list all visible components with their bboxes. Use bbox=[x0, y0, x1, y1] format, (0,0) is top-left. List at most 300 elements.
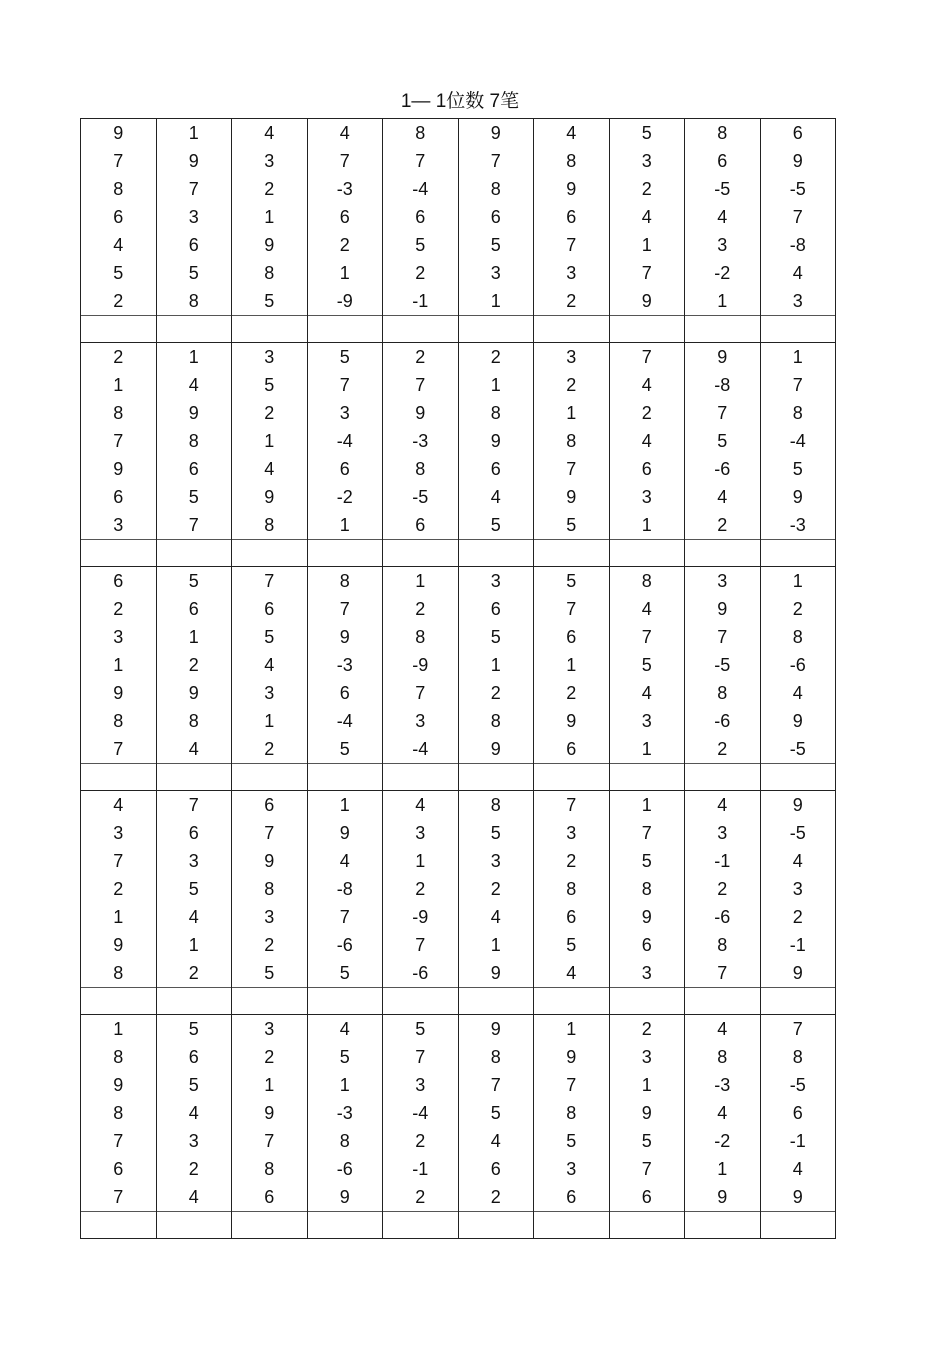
addend-number: 5 bbox=[566, 515, 577, 535]
addend-number: 1 bbox=[188, 123, 199, 143]
addend-number: 4 bbox=[566, 123, 577, 143]
addend-number: 8 bbox=[717, 1047, 728, 1067]
addend-number: 6 bbox=[490, 599, 501, 619]
problem-cell bbox=[534, 1015, 610, 1212]
addend-number: 6 bbox=[339, 459, 350, 479]
addend-number: 6 bbox=[792, 1103, 803, 1123]
addend-number: 7 bbox=[264, 1131, 275, 1151]
addend-number: 8 bbox=[641, 879, 652, 899]
addend-number: 8 bbox=[490, 179, 501, 199]
addend-number: 1 bbox=[566, 1019, 577, 1039]
problem-cell bbox=[383, 567, 459, 764]
addend-number: 8 bbox=[490, 795, 501, 815]
addend-number: -1 bbox=[789, 935, 806, 955]
addend-number: 7 bbox=[641, 263, 652, 283]
addend-number: 2 bbox=[566, 375, 577, 395]
problem-cell bbox=[156, 343, 232, 540]
addend-number: 7 bbox=[792, 375, 803, 395]
answer-box[interactable] bbox=[534, 316, 610, 343]
addend-number: 9 bbox=[188, 151, 199, 171]
addend-number: 6 bbox=[490, 1159, 501, 1179]
addend-number: 8 bbox=[113, 1103, 124, 1123]
answer-row bbox=[81, 540, 836, 567]
addend-number: 2 bbox=[264, 403, 275, 423]
addend-number: 1 bbox=[641, 739, 652, 759]
addend-number: 8 bbox=[490, 711, 501, 731]
addend-number: 2 bbox=[188, 655, 199, 675]
addend-number: 6 bbox=[641, 1187, 652, 1207]
problem-row bbox=[81, 1015, 836, 1212]
addend-number: 3 bbox=[415, 1075, 426, 1095]
addend-number: 9 bbox=[113, 935, 124, 955]
addend-number: -5 bbox=[714, 179, 731, 199]
addend-number: 1 bbox=[113, 375, 124, 395]
addend-number: 6 bbox=[113, 207, 124, 227]
addend-number: 5 bbox=[188, 879, 199, 899]
addend-number: -2 bbox=[714, 1131, 731, 1151]
answer-box[interactable] bbox=[609, 540, 685, 567]
answer-box[interactable] bbox=[458, 1212, 534, 1239]
addend-number: 5 bbox=[339, 963, 350, 983]
addend-number: 8 bbox=[415, 627, 426, 647]
addend-number: 1 bbox=[339, 1075, 350, 1095]
addend-number: 2 bbox=[641, 179, 652, 199]
answer-box[interactable] bbox=[458, 540, 534, 567]
addend-number: 3 bbox=[113, 823, 124, 843]
addend-number: -1 bbox=[412, 291, 429, 311]
addend-number: 5 bbox=[490, 1103, 501, 1123]
addend-number: 3 bbox=[188, 851, 199, 871]
addend-number: 5 bbox=[415, 1019, 426, 1039]
addend-number: 8 bbox=[264, 1159, 275, 1179]
answer-box[interactable] bbox=[760, 540, 836, 567]
addend-number: 7 bbox=[717, 403, 728, 423]
problem-cell bbox=[383, 119, 459, 316]
addend-number: 3 bbox=[566, 1159, 577, 1179]
problem-cell bbox=[534, 343, 610, 540]
problem-cell bbox=[458, 791, 534, 988]
addend-number: 5 bbox=[641, 1131, 652, 1151]
answer-box[interactable] bbox=[760, 1212, 836, 1239]
addend-number: 6 bbox=[264, 795, 275, 815]
addend-number: 1 bbox=[264, 711, 275, 731]
answer-box[interactable] bbox=[685, 1212, 761, 1239]
addend-number: 3 bbox=[566, 263, 577, 283]
addend-number: 2 bbox=[113, 599, 124, 619]
addend-number: 4 bbox=[264, 459, 275, 479]
addend-number: 6 bbox=[188, 599, 199, 619]
problem-cell bbox=[383, 1015, 459, 1212]
addend-number: 3 bbox=[264, 907, 275, 927]
addend-number: 5 bbox=[717, 431, 728, 451]
addend-number: -6 bbox=[336, 1159, 353, 1179]
addend-number: 1 bbox=[339, 515, 350, 535]
problem-cell bbox=[383, 343, 459, 540]
addend-number: 5 bbox=[490, 823, 501, 843]
answer-box[interactable] bbox=[383, 988, 459, 1015]
addend-number: 4 bbox=[415, 795, 426, 815]
addend-number: 3 bbox=[566, 347, 577, 367]
addend-number: 1 bbox=[339, 795, 350, 815]
problem-cell bbox=[307, 567, 383, 764]
addend-number: -3 bbox=[336, 655, 353, 675]
addend-number: 1 bbox=[490, 375, 501, 395]
problem-cell bbox=[760, 567, 836, 764]
addend-number: 8 bbox=[113, 403, 124, 423]
addend-number: 8 bbox=[339, 1131, 350, 1151]
addend-number: 2 bbox=[415, 599, 426, 619]
addend-number: 9 bbox=[113, 1075, 124, 1095]
answer-box[interactable] bbox=[232, 540, 308, 567]
answer-box[interactable] bbox=[458, 316, 534, 343]
answer-box[interactable] bbox=[232, 316, 308, 343]
answer-box[interactable] bbox=[81, 764, 157, 791]
addend-number: 1 bbox=[792, 571, 803, 591]
problem-cell bbox=[458, 119, 534, 316]
addend-number: -4 bbox=[412, 739, 429, 759]
addend-number: 3 bbox=[264, 347, 275, 367]
addend-number: 4 bbox=[792, 851, 803, 871]
addend-number: 8 bbox=[264, 879, 275, 899]
addend-number: 8 bbox=[415, 123, 426, 143]
addend-number: 3 bbox=[113, 515, 124, 535]
problem-row bbox=[81, 567, 836, 764]
addend-number: 4 bbox=[188, 907, 199, 927]
addend-number: 7 bbox=[717, 627, 728, 647]
answer-box[interactable] bbox=[760, 988, 836, 1015]
addend-number: 6 bbox=[339, 683, 350, 703]
answer-box[interactable] bbox=[609, 1212, 685, 1239]
answer-box[interactable] bbox=[383, 1212, 459, 1239]
addend-number: 6 bbox=[188, 1047, 199, 1067]
addend-number: 4 bbox=[717, 1019, 728, 1039]
problem-cell bbox=[534, 119, 610, 316]
addend-number: 1 bbox=[415, 571, 426, 591]
page-title: 1— 1位数 7笔 bbox=[400, 91, 520, 112]
addend-number: 2 bbox=[792, 599, 803, 619]
problem-cell bbox=[609, 567, 685, 764]
addend-number: 3 bbox=[188, 1131, 199, 1151]
addend-number: 3 bbox=[490, 263, 501, 283]
problem-cell bbox=[685, 343, 761, 540]
problem-cell bbox=[760, 1015, 836, 1212]
addend-number: 4 bbox=[113, 795, 124, 815]
addend-number: 3 bbox=[264, 683, 275, 703]
addend-number: 8 bbox=[566, 431, 577, 451]
addend-number: 2 bbox=[415, 347, 426, 367]
addend-number: 5 bbox=[188, 487, 199, 507]
addend-number: 1 bbox=[792, 347, 803, 367]
addend-number: 8 bbox=[264, 515, 275, 535]
addend-number: 5 bbox=[188, 1019, 199, 1039]
answer-box[interactable] bbox=[534, 540, 610, 567]
addend-number: 3 bbox=[415, 711, 426, 731]
addend-number: 6 bbox=[339, 207, 350, 227]
addend-number: 7 bbox=[264, 823, 275, 843]
addend-number: 3 bbox=[264, 1019, 275, 1039]
addend-number: 2 bbox=[188, 1159, 199, 1179]
addend-number: -5 bbox=[714, 655, 731, 675]
addend-number: 6 bbox=[188, 235, 199, 255]
addend-number: 5 bbox=[188, 571, 199, 591]
addend-number: 2 bbox=[792, 907, 803, 927]
answer-box[interactable] bbox=[81, 988, 157, 1015]
addend-number: 6 bbox=[113, 571, 124, 591]
addend-number: -5 bbox=[789, 739, 806, 759]
addend-number: 7 bbox=[792, 207, 803, 227]
addend-number: 8 bbox=[792, 1047, 803, 1067]
problem-cell bbox=[232, 343, 308, 540]
addend-number: 5 bbox=[264, 375, 275, 395]
addend-number: 2 bbox=[490, 879, 501, 899]
answer-box[interactable] bbox=[534, 988, 610, 1015]
addend-number: 1 bbox=[113, 907, 124, 927]
addend-number: 3 bbox=[490, 571, 501, 591]
answer-box[interactable] bbox=[383, 764, 459, 791]
problem-cell bbox=[760, 343, 836, 540]
addend-number: 3 bbox=[641, 1047, 652, 1067]
addend-number: 8 bbox=[264, 263, 275, 283]
problem-cell bbox=[156, 119, 232, 316]
addend-number: 8 bbox=[188, 291, 199, 311]
addend-number: 2 bbox=[415, 1187, 426, 1207]
addend-number: 9 bbox=[490, 1019, 501, 1039]
answer-box[interactable] bbox=[307, 764, 383, 791]
addend-number: 9 bbox=[188, 403, 199, 423]
answer-box[interactable] bbox=[156, 316, 232, 343]
addend-number: 8 bbox=[113, 963, 124, 983]
addend-number: -1 bbox=[412, 1159, 429, 1179]
addend-number: 5 bbox=[113, 263, 124, 283]
answer-box[interactable] bbox=[232, 988, 308, 1015]
addend-number: 5 bbox=[490, 627, 501, 647]
addend-number: 6 bbox=[641, 459, 652, 479]
answer-box[interactable] bbox=[685, 316, 761, 343]
problem-cell bbox=[307, 119, 383, 316]
answer-box[interactable] bbox=[609, 988, 685, 1015]
answer-box[interactable] bbox=[307, 540, 383, 567]
addend-number: 7 bbox=[717, 963, 728, 983]
answer-box[interactable] bbox=[609, 764, 685, 791]
addend-number: 3 bbox=[717, 823, 728, 843]
addend-number: 7 bbox=[415, 151, 426, 171]
addend-number: 7 bbox=[566, 235, 577, 255]
addend-number: 1 bbox=[566, 403, 577, 423]
addend-number: 9 bbox=[188, 683, 199, 703]
answer-box[interactable] bbox=[458, 764, 534, 791]
answer-box[interactable] bbox=[232, 764, 308, 791]
addend-number: -6 bbox=[714, 711, 731, 731]
addend-number: 7 bbox=[339, 375, 350, 395]
problem-cell bbox=[609, 343, 685, 540]
addend-number: 9 bbox=[490, 739, 501, 759]
addend-number: 9 bbox=[264, 487, 275, 507]
addend-number: 7 bbox=[113, 431, 124, 451]
problem-cell bbox=[81, 791, 157, 988]
addend-number: 7 bbox=[188, 179, 199, 199]
addend-number: 1 bbox=[717, 291, 728, 311]
addend-number: 1 bbox=[490, 291, 501, 311]
addend-number: 3 bbox=[339, 403, 350, 423]
addend-number: 8 bbox=[113, 179, 124, 199]
addend-number: -5 bbox=[789, 823, 806, 843]
answer-box[interactable] bbox=[307, 988, 383, 1015]
answer-box[interactable] bbox=[534, 764, 610, 791]
answer-box[interactable] bbox=[760, 316, 836, 343]
addend-number: 8 bbox=[415, 459, 426, 479]
addend-number: 2 bbox=[717, 515, 728, 535]
problem-cell bbox=[156, 791, 232, 988]
answer-box[interactable] bbox=[232, 1212, 308, 1239]
addend-number: -4 bbox=[789, 431, 806, 451]
addend-number: 4 bbox=[717, 1103, 728, 1123]
problem-cell bbox=[307, 343, 383, 540]
addend-number: 2 bbox=[717, 879, 728, 899]
answer-box[interactable] bbox=[685, 764, 761, 791]
addend-number: 1 bbox=[641, 795, 652, 815]
addend-number: 2 bbox=[717, 739, 728, 759]
addend-number: 7 bbox=[490, 1075, 501, 1095]
addend-number: 8 bbox=[188, 711, 199, 731]
addend-number: 6 bbox=[566, 207, 577, 227]
problem-cell bbox=[307, 791, 383, 988]
problem-cell bbox=[458, 567, 534, 764]
addend-number: 6 bbox=[490, 459, 501, 479]
addend-number: 1 bbox=[641, 515, 652, 535]
addend-number: 1 bbox=[113, 655, 124, 675]
addend-number: 9 bbox=[641, 1103, 652, 1123]
addend-number: 7 bbox=[188, 515, 199, 535]
addend-number: 4 bbox=[792, 263, 803, 283]
addend-number: 7 bbox=[566, 795, 577, 815]
answer-box[interactable] bbox=[458, 988, 534, 1015]
addend-number: 1 bbox=[113, 1019, 124, 1039]
addend-number: 7 bbox=[415, 1047, 426, 1067]
addend-number: 1 bbox=[641, 1075, 652, 1095]
addend-number: 1 bbox=[339, 263, 350, 283]
problem-cell bbox=[232, 119, 308, 316]
answer-box[interactable] bbox=[685, 988, 761, 1015]
addend-number: -6 bbox=[714, 459, 731, 479]
addend-number: 5 bbox=[188, 263, 199, 283]
addend-number: 2 bbox=[415, 263, 426, 283]
addend-number: 4 bbox=[717, 795, 728, 815]
addend-number: 4 bbox=[188, 1103, 199, 1123]
addend-number: 6 bbox=[641, 935, 652, 955]
addend-number: 3 bbox=[113, 627, 124, 647]
addend-number: 6 bbox=[188, 459, 199, 479]
addend-number: 5 bbox=[339, 739, 350, 759]
addend-number: 6 bbox=[113, 1159, 124, 1179]
addend-number: 7 bbox=[415, 935, 426, 955]
addend-number: 7 bbox=[113, 151, 124, 171]
answer-box[interactable] bbox=[685, 540, 761, 567]
answer-box[interactable] bbox=[307, 1212, 383, 1239]
answer-box[interactable] bbox=[81, 1212, 157, 1239]
addend-number: 5 bbox=[188, 1075, 199, 1095]
addend-number: 9 bbox=[339, 1187, 350, 1207]
answer-box[interactable] bbox=[383, 316, 459, 343]
addend-number: 2 bbox=[490, 347, 501, 367]
answer-box[interactable] bbox=[156, 988, 232, 1015]
addend-number: 9 bbox=[113, 123, 124, 143]
addend-number: -9 bbox=[412, 907, 429, 927]
addend-number: 4 bbox=[641, 683, 652, 703]
problem-cell bbox=[609, 1015, 685, 1212]
addend-number: 1 bbox=[264, 207, 275, 227]
answer-box[interactable] bbox=[760, 764, 836, 791]
addend-number: 7 bbox=[641, 1159, 652, 1179]
addend-number: 9 bbox=[490, 123, 501, 143]
addend-number: 9 bbox=[113, 459, 124, 479]
addend-number: 8 bbox=[566, 879, 577, 899]
addend-number: -3 bbox=[412, 431, 429, 451]
addend-number: 7 bbox=[566, 1075, 577, 1095]
addend-number: 4 bbox=[490, 907, 501, 927]
addend-number: 9 bbox=[792, 1187, 803, 1207]
answer-box[interactable] bbox=[81, 540, 157, 567]
addend-number: 8 bbox=[113, 711, 124, 731]
addend-number: 4 bbox=[188, 739, 199, 759]
addend-number: 9 bbox=[113, 683, 124, 703]
addend-number: 9 bbox=[792, 711, 803, 731]
addend-number: 5 bbox=[264, 963, 275, 983]
addend-number: 6 bbox=[566, 907, 577, 927]
addend-number: -3 bbox=[714, 1075, 731, 1095]
addend-number: -3 bbox=[336, 179, 353, 199]
answer-box[interactable] bbox=[383, 540, 459, 567]
answer-box[interactable] bbox=[156, 1212, 232, 1239]
addend-number: 4 bbox=[188, 1187, 199, 1207]
addend-number: 9 bbox=[566, 179, 577, 199]
addend-number: -8 bbox=[789, 235, 806, 255]
addend-number: 8 bbox=[792, 403, 803, 423]
addend-number: 5 bbox=[641, 123, 652, 143]
answer-box[interactable] bbox=[307, 316, 383, 343]
addend-number: 1 bbox=[188, 935, 199, 955]
problem-cell bbox=[383, 791, 459, 988]
answer-box[interactable] bbox=[81, 316, 157, 343]
answer-box[interactable] bbox=[156, 540, 232, 567]
addend-number: 2 bbox=[415, 1131, 426, 1151]
addend-number: 9 bbox=[566, 487, 577, 507]
answer-box[interactable] bbox=[534, 1212, 610, 1239]
problem-cell bbox=[534, 567, 610, 764]
answer-box[interactable] bbox=[156, 764, 232, 791]
problem-cell bbox=[232, 1015, 308, 1212]
problem-cell bbox=[534, 791, 610, 988]
addend-number: 4 bbox=[641, 375, 652, 395]
addend-number: 4 bbox=[490, 487, 501, 507]
addend-number: -4 bbox=[336, 431, 353, 451]
addend-number: 7 bbox=[339, 599, 350, 619]
addend-number: 3 bbox=[188, 207, 199, 227]
addend-number: 4 bbox=[113, 235, 124, 255]
problem-cell bbox=[609, 791, 685, 988]
addend-number: -8 bbox=[336, 879, 353, 899]
answer-box[interactable] bbox=[609, 316, 685, 343]
addend-number: 8 bbox=[188, 431, 199, 451]
addend-number: 9 bbox=[792, 151, 803, 171]
addend-number: 7 bbox=[641, 347, 652, 367]
addend-number: 4 bbox=[339, 123, 350, 143]
addend-number: 7 bbox=[415, 375, 426, 395]
addend-number: 9 bbox=[641, 907, 652, 927]
problem-cell bbox=[458, 1015, 534, 1212]
addend-number: 7 bbox=[566, 459, 577, 479]
addend-number: 8 bbox=[566, 151, 577, 171]
addend-number: -8 bbox=[714, 375, 731, 395]
